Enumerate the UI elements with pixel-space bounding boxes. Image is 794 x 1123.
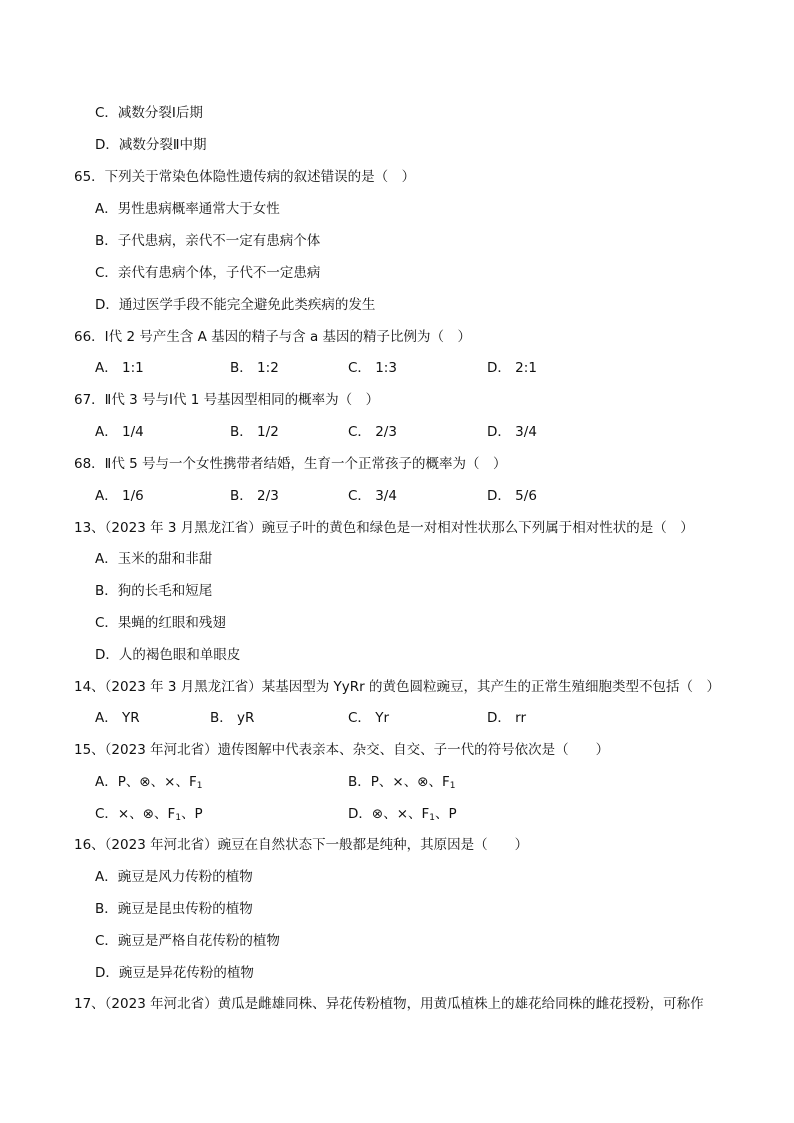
q15-option-b — [348, 772, 456, 792]
q68-option-d: D． 5/6 — [487, 488, 537, 504]
q15-option-d — [348, 804, 457, 824]
q67-option-a: A． 1/4 — [95, 424, 144, 440]
q13-option-b: B．狗的长毛和短尾 — [95, 583, 213, 599]
q67-options — [95, 422, 735, 442]
question-16: 16、（2023 年河北省）豌豆在自然状态下一般都是纯种，其原因是（ ） — [74, 837, 529, 853]
q66-option-b: B． 1:2 — [230, 360, 279, 376]
q16-option-b: B．豌豆是昆虫传粉的植物 — [95, 901, 253, 917]
q15-option-c — [95, 804, 203, 824]
q15-option-c-sub: 1 — [175, 813, 182, 823]
question-17: 17、（2023 年河北省）黄瓜是雌雄同株、异花传粉植物，用黄瓜植株上的雄花给同株的雌花授粉，可称作 — [74, 996, 704, 1012]
q67-option-c: C． 2/3 — [348, 424, 397, 440]
q65-option-c: C．亲代有患病个体，子代不一定患病 — [95, 265, 321, 281]
q67-option-b: B． 1/2 — [230, 424, 279, 440]
q15-option-a-sub: 1 — [196, 781, 203, 791]
q16-option-a: A．豌豆是风力传粉的植物 — [95, 869, 253, 885]
q13-option-c: C．果蝇的红眼和残翅 — [95, 615, 226, 631]
q15-option-d-tail: 、P — [435, 806, 457, 822]
q65-option-d: D．通过医学手段不能完全避免此类疾病的发生 — [95, 297, 376, 313]
q15-option-b-text: B．P、×、⊗、F — [348, 774, 450, 790]
q15-option-a — [95, 772, 203, 792]
q68-option-a: A． 1/6 — [95, 488, 144, 504]
q15-option-c-tail: 、P — [181, 806, 203, 822]
q14-option-b: B． yR — [210, 710, 255, 726]
q14-option-a: A． YR — [95, 710, 140, 726]
q66-option-c: C． 1:3 — [348, 360, 397, 376]
q67-option-d: D． 3/4 — [487, 424, 537, 440]
question-67: 67．Ⅱ代 3 号与Ⅰ代 1 号基因型相同的概率为（ ） — [74, 392, 380, 408]
q66-option-d: D． 2:1 — [487, 360, 537, 376]
question-66: 66．Ⅰ代 2 号产生含 A 基因的精子与含 a 基因的精子比例为（ ） — [74, 329, 472, 345]
q15-option-b-sub: 1 — [449, 781, 456, 791]
q64-option-d: D．减数分裂Ⅱ中期 — [95, 137, 207, 153]
question-65: 65．下列关于常染色体隐性遗传病的叙述错误的是（ ） — [74, 169, 416, 185]
q13-option-a: A．玉米的甜和非甜 — [95, 551, 213, 567]
q15-option-a-text: A．P、⊗、×、F — [95, 774, 197, 790]
q15-options-row1 — [95, 772, 735, 792]
q65-option-a: A．男性患病概率通常大于女性 — [95, 201, 280, 217]
q15-options-row2 — [95, 804, 735, 824]
q15-option-c-text: C．×、⊗、F — [95, 806, 176, 822]
q68-option-b: B． 2/3 — [230, 488, 279, 504]
q14-option-d: D． rr — [487, 710, 527, 726]
question-13: 13、（2023 年 3 月黑龙江省）豌豆子叶的黄色和绿色是一对相对性状那么下列属于相对性状的是（ ） — [74, 520, 694, 536]
q66-option-a: A． 1:1 — [95, 360, 144, 376]
q14-option-c: C． Yr — [348, 710, 390, 726]
question-15: 15、（2023 年河北省）遗传图解中代表亲本、杂交、自交、子一代的符号依次是（ ） — [74, 742, 610, 758]
q16-option-d: D．豌豆是异花传粉的植物 — [95, 965, 254, 981]
q66-options — [95, 358, 735, 378]
q65-option-b: B．子代患病，亲代不一定有患病个体 — [95, 233, 321, 249]
question-68: 68．Ⅱ代 5 号与一个女性携带者结婚，生育一个正常孩子的概率为（ ） — [74, 456, 507, 472]
q16-option-c: C．豌豆是严格自花传粉的植物 — [95, 933, 280, 949]
q68-option-c: C． 3/4 — [348, 488, 397, 504]
question-14: 14、（2023 年 3 月黑龙江省）某基因型为 YyRr 的黄色圆粒豌豆，其产生的正常生殖细胞类型不包括（ ） — [74, 679, 720, 695]
q13-option-d: D．人的褐色眼和单眼皮 — [95, 647, 241, 663]
q15-option-d-text: D．⊗、×、F — [348, 806, 430, 822]
q68-options — [95, 486, 735, 506]
q15-option-d-sub: 1 — [429, 813, 436, 823]
q64-option-c: C．减数分裂Ⅰ后期 — [95, 105, 203, 121]
q14-options — [95, 708, 735, 728]
